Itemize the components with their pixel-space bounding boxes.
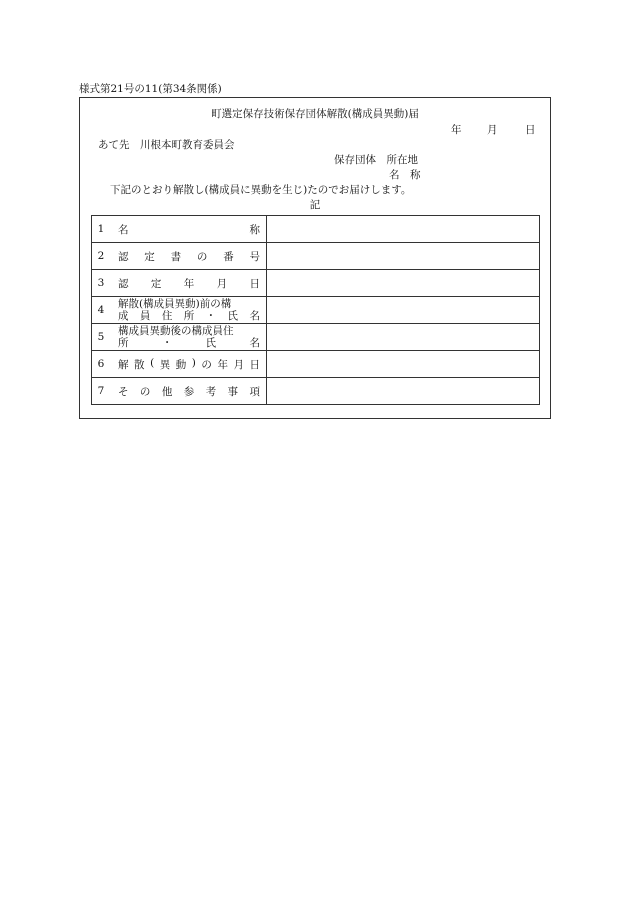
row-number: 5 (92, 324, 111, 351)
date-month-label: 月 (487, 124, 498, 136)
table-row (92, 324, 540, 351)
row-value-field[interactable] (267, 324, 540, 351)
form-number: 様式第21号の11(第34条関係) (79, 83, 222, 95)
row-number: 7 (92, 378, 111, 405)
addressee: あて先 川根本町教育委員会 (98, 139, 235, 151)
table-row (92, 243, 540, 270)
row-value-field[interactable] (267, 270, 540, 297)
row-item-label: そ の 他 参 考 事 項 (110, 378, 267, 405)
row-item-label: 構成員異動後の構成員住 所 ・ 氏 名 (110, 324, 267, 351)
table-row (92, 378, 540, 405)
row-value-field[interactable] (267, 297, 540, 324)
table-row (92, 351, 540, 378)
table-row (92, 297, 540, 324)
row-value-field[interactable] (267, 216, 540, 243)
table-row (92, 270, 540, 297)
form-title: 町選定保存技術保存団体解散(構成員異動)届 (211, 108, 419, 120)
row-value-field[interactable] (267, 351, 540, 378)
row-item-label: 名 称 (110, 216, 267, 243)
organization-name-label: 名 称 (389, 169, 421, 181)
row-item-label: 認 定 年 月 日 (110, 270, 267, 297)
date-day-label: 日 (525, 124, 536, 136)
form-frame (79, 97, 551, 419)
row-number: 2 (92, 243, 111, 270)
details-table (91, 215, 540, 405)
row-value-field[interactable] (267, 243, 540, 270)
lead-text: 下記のとおり解散し(構成員に異動を生じ)たのでお届けします。 (110, 184, 412, 196)
row-value-field[interactable] (267, 378, 540, 405)
row-item-label: 認 定 書 の 番 号 (110, 243, 267, 270)
row-number: 6 (92, 351, 111, 378)
row-number: 1 (92, 216, 111, 243)
date-year-label: 年 (451, 124, 462, 136)
row-item-label: 解散(構成員異動)前の構 成 員 住 所 ・ 氏 名 (110, 297, 267, 324)
organization-location-label: 保存団体 所在地 (334, 154, 418, 166)
row-number: 4 (92, 297, 111, 324)
table-row (92, 216, 540, 243)
row-item-label: 解 散 ( 異 動 ) の 年 月 日 (110, 351, 267, 378)
row-number: 3 (92, 270, 111, 297)
ki-label: 記 (309, 199, 321, 211)
